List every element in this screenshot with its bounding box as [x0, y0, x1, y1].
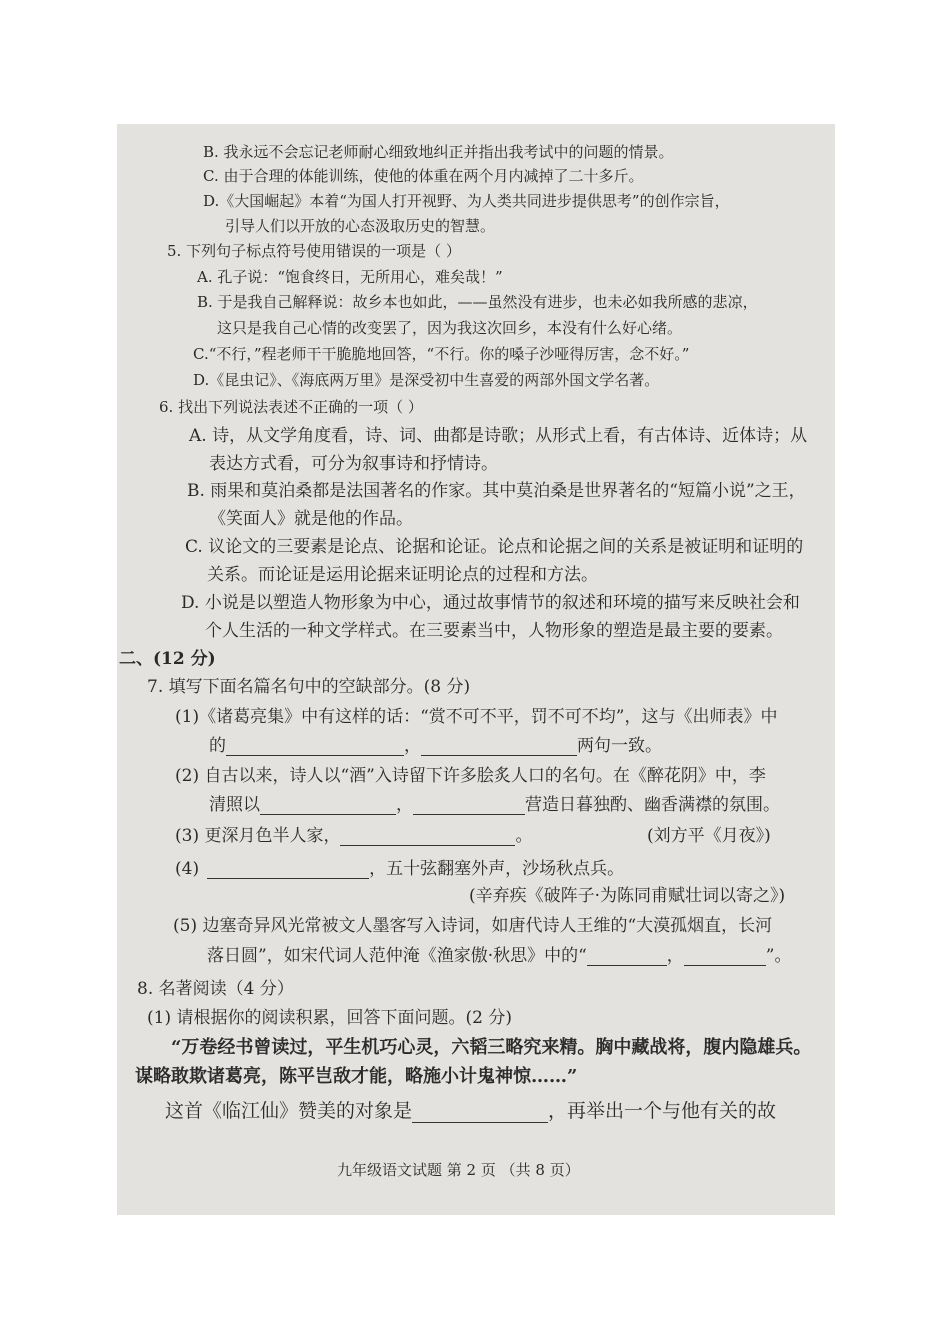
q7-item3: [175, 826, 532, 846]
q7-item1-prefix: 的: [209, 736, 226, 756]
q4-option-c: C. 由于合理的体能训练，使他的体重在两个月内减掉了二十多斤。: [203, 167, 644, 185]
q4-option-b: B. 我永远不会忘记老师耐心细致地纠正并指出我考试中的问题的情景。: [203, 143, 674, 161]
q7-item4-prefix: (4): [175, 859, 200, 879]
q7-item4-blank[interactable]: [207, 860, 369, 879]
q6-option-b-line2: 《笑面人》就是他的作品。: [209, 509, 413, 529]
q5-option-a: A. 孔子说：“饱食终日，无所用心，难矣哉！”: [197, 268, 503, 286]
q6-stem: 6. 找出下列说法表述不正确的一项（ ）: [159, 398, 423, 416]
q6-option-a-line2: 表达方式看，可分为叙事诗和抒情诗。: [209, 454, 498, 474]
q5-option-b-line1: B. 于是我自己解释说：故乡本也如此，——虽然没有进步，也未必如我所感的悲凉，: [197, 293, 758, 311]
exam-page: [117, 124, 835, 1215]
q7-item2-blank1[interactable]: [260, 796, 396, 815]
q6-option-c-line1: C. 议论文的三要素是论点、论据和论证。论点和论据之间的关系是被证明和证明的: [185, 537, 804, 557]
q5-option-c: C.“不行，”程老师干干脆脆地回答，“不行。你的嗓子沙哑得厉害，念不好。”: [193, 345, 690, 363]
q7-item4-source: (辛弃疾《破阵子·为陈同甫赋壮词以寄之》): [469, 886, 786, 906]
q7-item3-source: (刘方平《月夜》): [647, 826, 771, 846]
q7-item4: [175, 859, 624, 879]
q7-item3-prefix: (3) 更深月色半人家，: [175, 826, 341, 846]
q8-question-prefix: 这首《临江仙》赞美的对象是: [165, 1100, 413, 1122]
q7-item1-separator: ，: [404, 736, 421, 756]
q7-item1-line1: (1)《诸葛亮集》中有这样的话：“赏不可不平，罚不可不均”，这与《出师表》中: [175, 707, 778, 727]
q7-item2-suffix: 营造日暮独酌、幽香满襟的氛围。: [525, 795, 780, 815]
q7-item5-suffix: ”。: [765, 946, 792, 966]
q7-item2-line1: (2) 自古以来，诗人以“酒”入诗留下许多脍炙人口的名句。在《醉花阴》中，李: [175, 766, 766, 786]
q7-item5-separator: ，: [666, 946, 684, 966]
q7-item5-prefix: 落日圆”，如宋代词人范仲淹《渔家傲·秋思》中的“: [207, 946, 587, 966]
q8-poem-line1: “万卷经书曾读过，平生机巧心灵，六韬三略究来精。胸中藏战将，腹内隐雄兵。: [171, 1037, 812, 1058]
q5-option-b-line2: 这只是我自己心情的改变罢了，因为我这次回乡，本没有什么好心绪。: [217, 319, 683, 337]
q7-item5-line1: (5) 边塞奇异风光常被文人墨客写入诗词，如唐代诗人王维的“大漠孤烟直，长河: [173, 916, 773, 936]
q8-question-line: [165, 1099, 776, 1123]
q7-item4-suffix: ，五十弦翻塞外声，沙场秋点兵。: [369, 859, 625, 879]
q7-item2-line2: [209, 795, 780, 815]
q7-item1-blank2[interactable]: [421, 737, 577, 756]
q6-option-d-line2: 个人生活的一种文学样式。在三要素当中，人物形象的塑造是最主要的要素。: [205, 621, 783, 641]
section-2-heading: 二、(12 分): [119, 649, 216, 669]
q8-answer-blank[interactable]: [412, 1102, 548, 1123]
q7-item1-blank1[interactable]: [226, 737, 404, 756]
q8-item1-prompt: (1) 请根据你的阅读积累，回答下面问题。(2 分): [147, 1008, 512, 1028]
q8-stem: 8. 名著阅读（4 分）: [137, 979, 294, 999]
q8-question-suffix: ，再举出一个与他有关的故: [548, 1100, 777, 1122]
q7-item2-prefix: 清照以: [209, 795, 260, 815]
q6-option-a-line1: A. 诗，从文学角度看，诗、词、曲都是诗歌；从形式上看，有古体诗、近体诗；从: [189, 426, 808, 446]
q7-item3-blank[interactable]: [340, 827, 515, 846]
q7-item5-line2: [207, 946, 792, 966]
q6-option-c-line2: 关系。而论证是运用论据来证明论点的过程和方法。: [207, 565, 598, 585]
q5-stem: 5. 下列句子标点符号使用错误的一项是（ ）: [167, 242, 461, 260]
page-footer: 九年级语文试题 第 2 页 （共 8 页）: [337, 1161, 580, 1179]
q7-item2-blank2[interactable]: [413, 796, 525, 815]
q7-item5-blank2[interactable]: [684, 947, 766, 966]
q7-item2-separator: ，: [396, 795, 413, 815]
q7-item1-line2: [209, 736, 662, 756]
q7-stem: 7. 填写下面名篇名句中的空缺部分。(8 分): [147, 677, 471, 697]
q6-option-d-line1: D. 小说是以塑造人物形象为中心，通过故事情节的叙述和环境的描写来反映社会和: [181, 593, 800, 613]
q4-option-d-line2: 引导人们以开放的心态汲取历史的智慧。: [225, 217, 496, 235]
q5-option-d: D.《昆虫记》、《海底两万里》是深受初中生喜爱的两部外国文学名著。: [193, 371, 660, 389]
q4-option-d-line1: D.《大国崛起》本着“为国人打开视野、为人类共同进步提供思考”的创作宗旨，: [203, 192, 730, 210]
q6-option-b-line1: B. 雨果和莫泊桑都是法国著名的作家。其中莫泊桑是世界著名的“短篇小说”之王，: [187, 481, 806, 501]
q7-item5-blank1[interactable]: [587, 947, 667, 966]
q7-item1-suffix: 两句一致。: [577, 736, 662, 756]
q8-poem-line2: 谋略敢欺诸葛亮，陈平岂敌才能，略施小计鬼神惊……”: [135, 1066, 578, 1087]
q7-item3-suffix: 。: [515, 826, 533, 846]
